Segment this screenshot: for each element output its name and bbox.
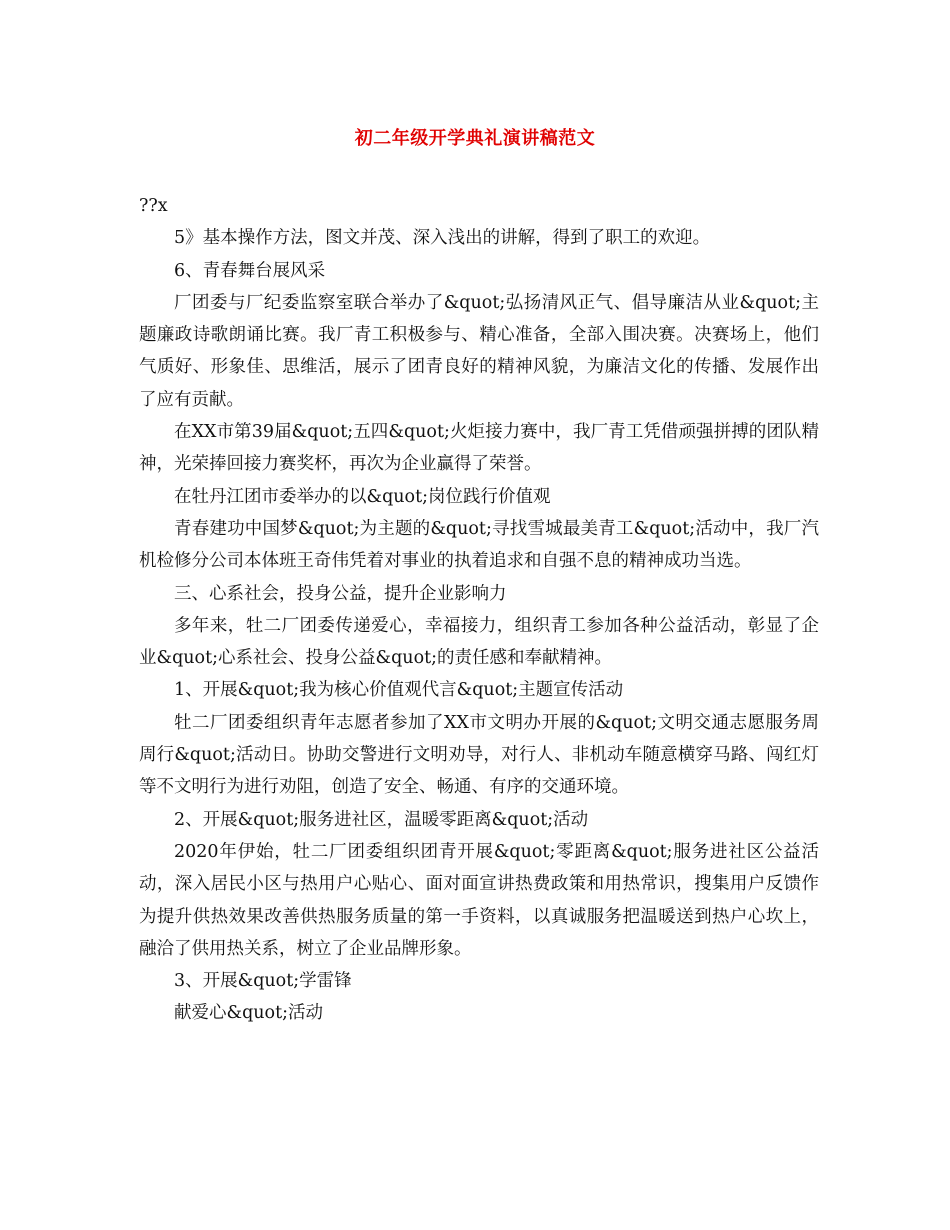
paragraph-3: 厂团委与厂纪委监察室联合举办了&quot;弘扬清风正气、倡导廉洁从业&quot;主题廉政诗歌朗诵比赛。我厂青工积极参与、精心准备，全部入围决赛。决赛场上，他们气质好、形象佳、思维活，展示了团青良好的精神风貌，为廉洁文化的传播、发展作出了应有贡献。 <box>139 292 819 410</box>
paragraph-7: 三、心系社会，投身公益，提升企业影响力 <box>174 583 507 604</box>
paragraph-0: ??x <box>139 196 168 216</box>
paragraph-4: 在XX市第39届&quot;五四&quot;火炬接力赛中，我厂青工凭借顽强拼搏的团队精神，光荣捧回接力赛奖杯，再次为企业赢得了荣誉。 <box>139 422 819 475</box>
paragraph-1: 5》基本操作方法，图文并茂、深入浅出的讲解，得到了职工的欢迎。 <box>174 228 711 249</box>
document-title: 初二年级开学典礼演讲稿范文 <box>354 128 596 149</box>
paragraph-10: 牡二厂团委组织青年志愿者参加了XX市文明办开展的&quot;文明交通志愿服务周周行&quot;活动日。协助交警进行文明劝导，对行人、非机动车随意横穿马路、闯红灯等不文明行为进行劝阻，创造了安全、畅通、有序的交通环境。 <box>139 712 819 798</box>
paragraph-13: 3、开展&quot;学雷锋 <box>174 971 352 992</box>
paragraph-14: 献爱心&quot;活动 <box>174 1003 324 1024</box>
paragraph-2: 6、青春舞台展风采 <box>174 260 326 281</box>
document-body <box>139 190 819 1030</box>
paragraph-5: 在牡丹江团市委举办的以&quot;岗位践行价值观 <box>174 486 551 507</box>
paragraph-6: 青春建功中国梦&quot;为主题的&quot;寻找雪城最美青工&quot;活动中，我厂汽机检修分公司本体班王奇伟凭着对事业的执着追求和自强不息的精神成功当选。 <box>139 518 819 572</box>
paragraph-9: 1、开展&quot;我为核心价值观代言&quot;主题宣传活动 <box>174 680 624 701</box>
paragraph-11: 2、开展&quot;服务进社区，温暖零距离&quot;活动 <box>174 809 589 830</box>
paragraph-8: 多年来，牡二厂团委传递爱心，幸福接力，组织青工参加各种公益活动，彰显了企业&quot;心系社会、投身公益&quot;的责任感和奉献精神。 <box>139 615 819 669</box>
paragraph-12: 2020年伊始，牡二厂团委组织团青开展&quot;零距离&quot;服务进社区公益活动，深入居民小区与热用户心贴心、面对面宣讲热费政策和用热常识，搜集用户反馈作为提升供热效果改善供热服务质量的第一手资料，以真诚服务把温暖送到热户心坎上，融洽了供用热关系，树立了企业品牌形象。 <box>139 841 819 959</box>
